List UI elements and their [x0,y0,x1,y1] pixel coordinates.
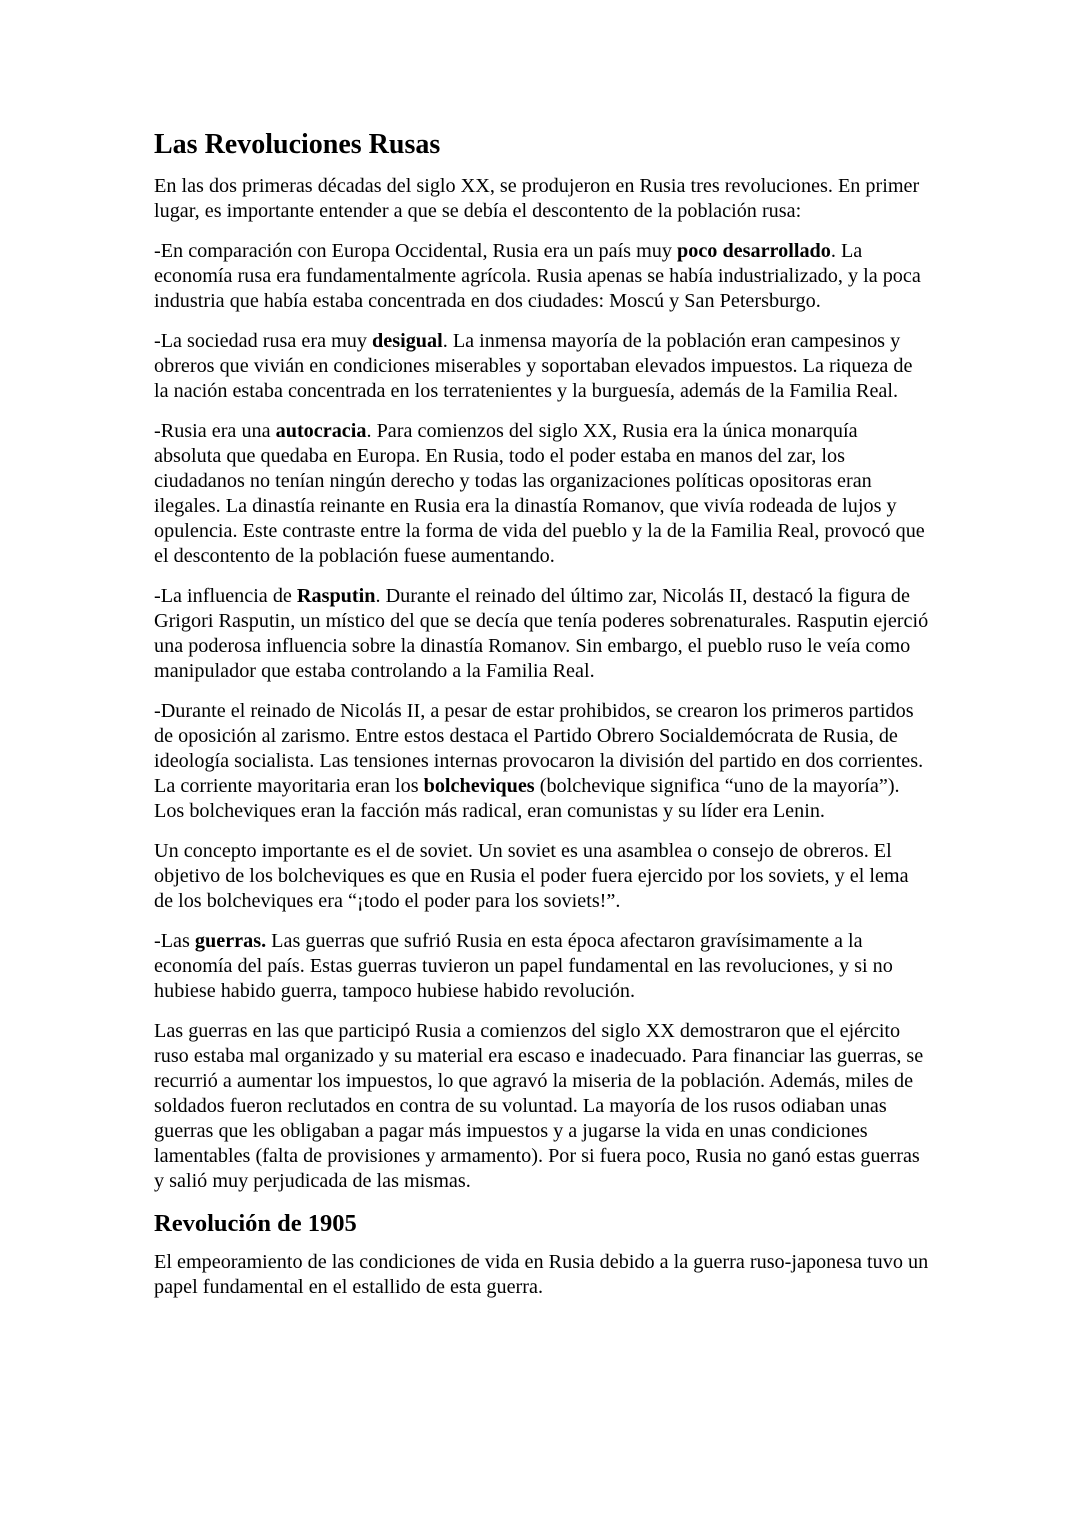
text-run: Un concepto importante es el de soviet. Un soviet es una asamblea o consejo de obreros. El objetivo de los bolcheviques es que en Rusia el poder fuera ejercido por los soviets, y el lema de los bolcheviques era “¡todo el poder para los soviets!”. [154,839,909,912]
paragraph [154,329,929,404]
text-run: -Rusia era una [154,419,276,442]
text-run: . Durante el reinado del último zar, Nicolás II, destacó la figura de Grigori Rasputin, un místico del que se decía que tenía poderes sobrenaturales. Rasputin ejerció una poderosa influencia sobre la dinastía Romanov. Sin embargo, el pueblo ruso le veía como manipulador que estaba controlando a la Familia Real. [154,584,929,682]
text-run: . La economía rusa era fundamentalmente agrícola. Rusia apenas se había industrializado, y la poca industria que había estaba concentrada en dos ciudades: Moscú y San Petersburgo. [154,239,921,312]
bold-term: guerras. [194,929,267,952]
text-run: El empeoramiento de las condiciones de vida en Rusia debido a la guerra ruso-japonesa tuvo un papel fundamental en el estallido de esta guerra. [154,1250,929,1298]
document-page [154,128,929,1315]
text-run: . Para comienzos del siglo XX, Rusia era la única monarquía absoluta que quedaba en Europa. En Rusia, todo el poder estaba en manos del zar, los ciudadanos no tenían ningún derecho y todas las organizaciones políticas opositoras eran ilegales. La dinastía reinante en Rusia era la dinastía Romanov, que vivía rodeada de lujos y opulencia. Este contraste entre la forma de vida del pueblo y la de la Familia Real, provocó que el descontento de la población fuese aumentando. [154,419,925,567]
paragraph [154,584,929,684]
paragraph [154,929,929,1004]
section-body [154,1250,929,1300]
text-run: -La sociedad rusa era muy [154,329,373,352]
paragraph [154,1019,929,1194]
section-heading: Revolución de 1905 [154,1209,357,1237]
text-run: -Durante el reinado de Nicolás II, a pesar de estar prohibidos, se crearon los primeros partidos de oposición al zarismo. Entre estos destaca el Partido Obrero Socialdemócrata de Rusia, de ideología socialista. Las tensiones internas provocaron la división del partido en dos corrientes. La corriente mayoritaria eran los [154,699,924,797]
text-run: -En comparación con Europa Occidental, Rusia era un país muy [154,239,678,262]
bold-term: desigual [372,329,443,352]
text-run: -Las [154,929,195,952]
document-title: Las Revoluciones Rusas [154,129,441,160]
text-run: Las guerras que sufrió Rusia en esta época afectaron gravísimamente a la economía del país. Estas guerras tuvieron un papel fundamental en las revoluciones, y si no hubiese habido guerra, tampoco hubiese habido revolución. [154,929,893,1002]
text-run: . La inmensa mayoría de la población eran campesinos y obreros que vivián en condiciones miserables y soportaban elevados impuestos. La riqueza de la nación estaba concentrada en los terratenientes y la burguesía, además de la Familia Real. [154,329,913,402]
text-run: (bolchevique significa “uno de la mayoría”). Los bolcheviques eran la facción más radical, eran comunistas y su líder era Lenin. [154,774,900,822]
text-run: -La influencia de [154,584,297,607]
paragraph [154,174,929,224]
paragraph [154,839,929,914]
text-run: En las dos primeras décadas del siglo XX, se produjeron en Rusia tres revoluciones. En primer lugar, es importante entender a que se debía el descontento de la población rusa: [154,174,920,222]
intro-body [154,174,929,1194]
bold-term: poco desarrollado [677,239,831,262]
text-run: Las guerras en las que participó Rusia a comienzos del siglo XX demostraron que el ejército ruso estaba mal organizado y su material era escaso e inadecuado. Para financiar las guerras, se recurrió a aumentar los impuestos, lo que agravó la miseria de la población. Además, miles de soldados fueron reclutados en contra de su voluntad. La mayoría de los rusos odiaban unas guerras que les obligaban a pagar más impuestos y a jugarse la vida en unas condiciones lamentables (falta de provisiones y armamento). Por si fuera poco, Rusia no ganó estas guerras y salió muy perjudicada de las mismas. [154,1019,924,1192]
bold-term: Rasputin [296,584,376,607]
paragraph [154,419,929,569]
paragraph [154,1250,929,1300]
bold-term: bolcheviques [423,774,535,797]
paragraph [154,699,929,824]
paragraph [154,239,929,314]
bold-term: autocracia [275,419,367,442]
